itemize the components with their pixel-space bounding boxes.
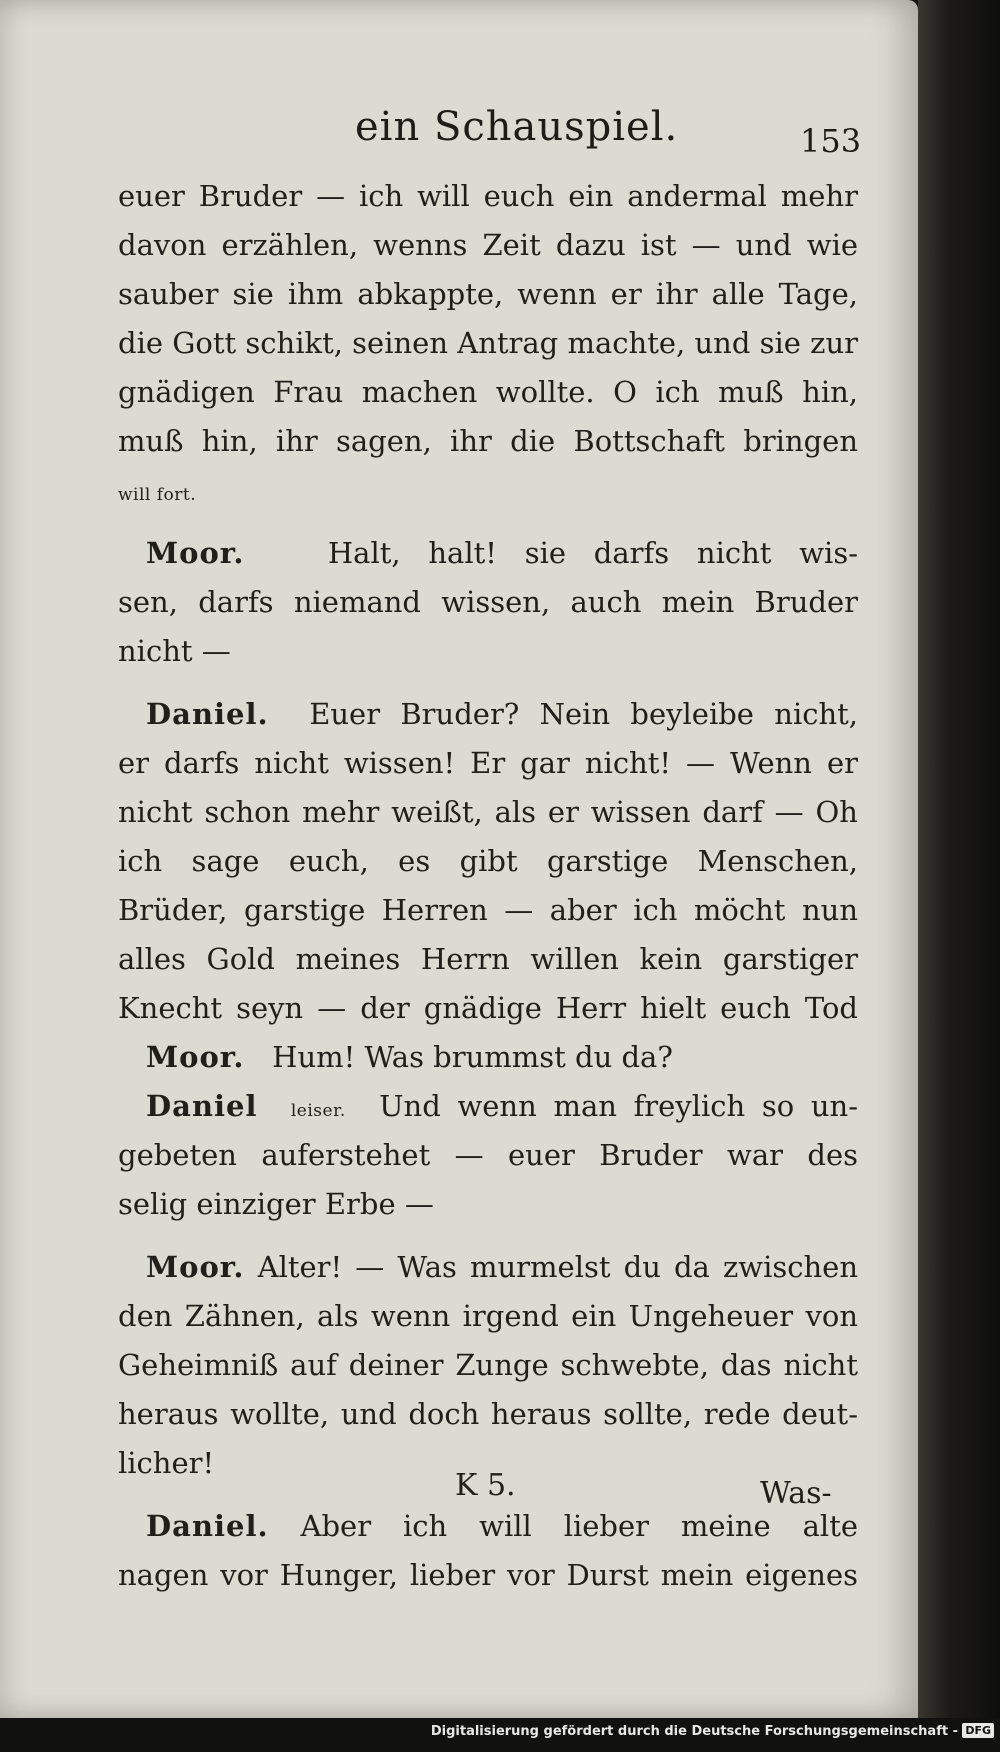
text-line: licher! [118, 1446, 215, 1480]
stage-direction-text: leiser. [290, 1101, 346, 1121]
text-line: Brüder, garstige Herren — aber ich möcht nun [118, 893, 858, 927]
stage-direction-text: will fort. [118, 485, 197, 505]
speech-text: Hum! Was brummst du da? [272, 1040, 673, 1074]
speech-line [118, 690, 858, 739]
text-line: den Zähnen, als wenn irgend ein Ungeheuer von [118, 1299, 858, 1333]
stage-direction [118, 466, 858, 515]
speech-line [118, 529, 858, 578]
speaker-label: Moor. [146, 536, 245, 570]
text-line: sen, darfs niemand wissen, auch mein Bruder [118, 585, 858, 619]
text-line: sauber sie ihm abkappte, wenn er ihr alle Tage, [118, 277, 858, 311]
digitization-credit: Digitalisierung gefördert durch die Deutsche Forschungsgemeinschaft - [430, 1724, 958, 1739]
speaker-label: Moor. [146, 1250, 245, 1284]
text-line: nagen vor Hunger, lieber vor Durst mein eigenes [118, 1558, 858, 1592]
speaker-label: Daniel. [146, 1509, 269, 1543]
credit-bar [0, 1718, 1000, 1752]
text-line: nicht — [118, 634, 231, 668]
paragraph-gap [118, 515, 858, 529]
speech-text: Und wenn man freylich so un- [379, 1089, 858, 1123]
signature-mark: K 5. [455, 1468, 516, 1503]
paragraph-gap [118, 1229, 858, 1243]
text-line: die Gott schikt, seinen Antrag machte, und sie zur [118, 326, 858, 360]
book-spine-shadow [918, 0, 1000, 1718]
text-line: heraus wollte, und doch heraus sollte, rede deut- [118, 1397, 858, 1431]
text-line: davon erzählen, wenns Zeit dazu ist — und wie [118, 228, 858, 262]
text-line: Geheimniß auf deiner Zunge schwebte, das nicht [118, 1348, 858, 1382]
speech-text: Halt, halt! sie darfs nicht wis- [327, 536, 858, 570]
speech-text: Aber ich will lieber meine alte [300, 1509, 858, 1543]
paragraph-gap [118, 676, 858, 690]
speech-text: Alter! — Was murmelst du da zwischen [257, 1250, 858, 1284]
page-footer [0, 1468, 918, 1528]
text-line: gebeten auferstehet — euer Bruder war des [118, 1138, 858, 1172]
speech-line [118, 1243, 858, 1292]
text-line: Knecht seyn — der gnädige Herr hielt euch Tod [118, 991, 858, 1025]
speech-line [118, 1082, 858, 1131]
text-line: nicht schon mehr weißt, als er wissen darf — Oh [118, 795, 858, 829]
dfg-logo: DFG [962, 1723, 994, 1738]
speech-line [118, 1033, 858, 1082]
page-header [0, 104, 918, 164]
text-line: selig einziger Erbe — [118, 1187, 434, 1221]
text-line: er darfs nicht wissen! Er gar nicht! — Wenn er [118, 746, 858, 780]
text-line: muß hin, ihr sagen, ihr die Bottschaft bringen [118, 424, 858, 458]
speaker-label: Daniel [146, 1089, 258, 1123]
text-line: euer Bruder — ich will euch ein andermal mehr [118, 179, 858, 213]
running-title: ein Schauspiel. [355, 104, 679, 150]
text-line: ich sage euch, es gibt garstige Menschen, [118, 844, 858, 878]
text-line: alles Gold meines Herrn willen kein garstiger [118, 942, 858, 976]
catchword: Was- [760, 1476, 832, 1511]
speaker-label: Moor. [146, 1040, 245, 1074]
text-line: gnädigen Frau machen wollte. O ich muß hin, [118, 375, 858, 409]
page-number: 153 [800, 122, 862, 160]
speaker-label: Daniel. [146, 697, 269, 731]
speech-text: Euer Bruder? Nein beyleibe nicht, [309, 697, 858, 731]
page-body [118, 172, 858, 1600]
